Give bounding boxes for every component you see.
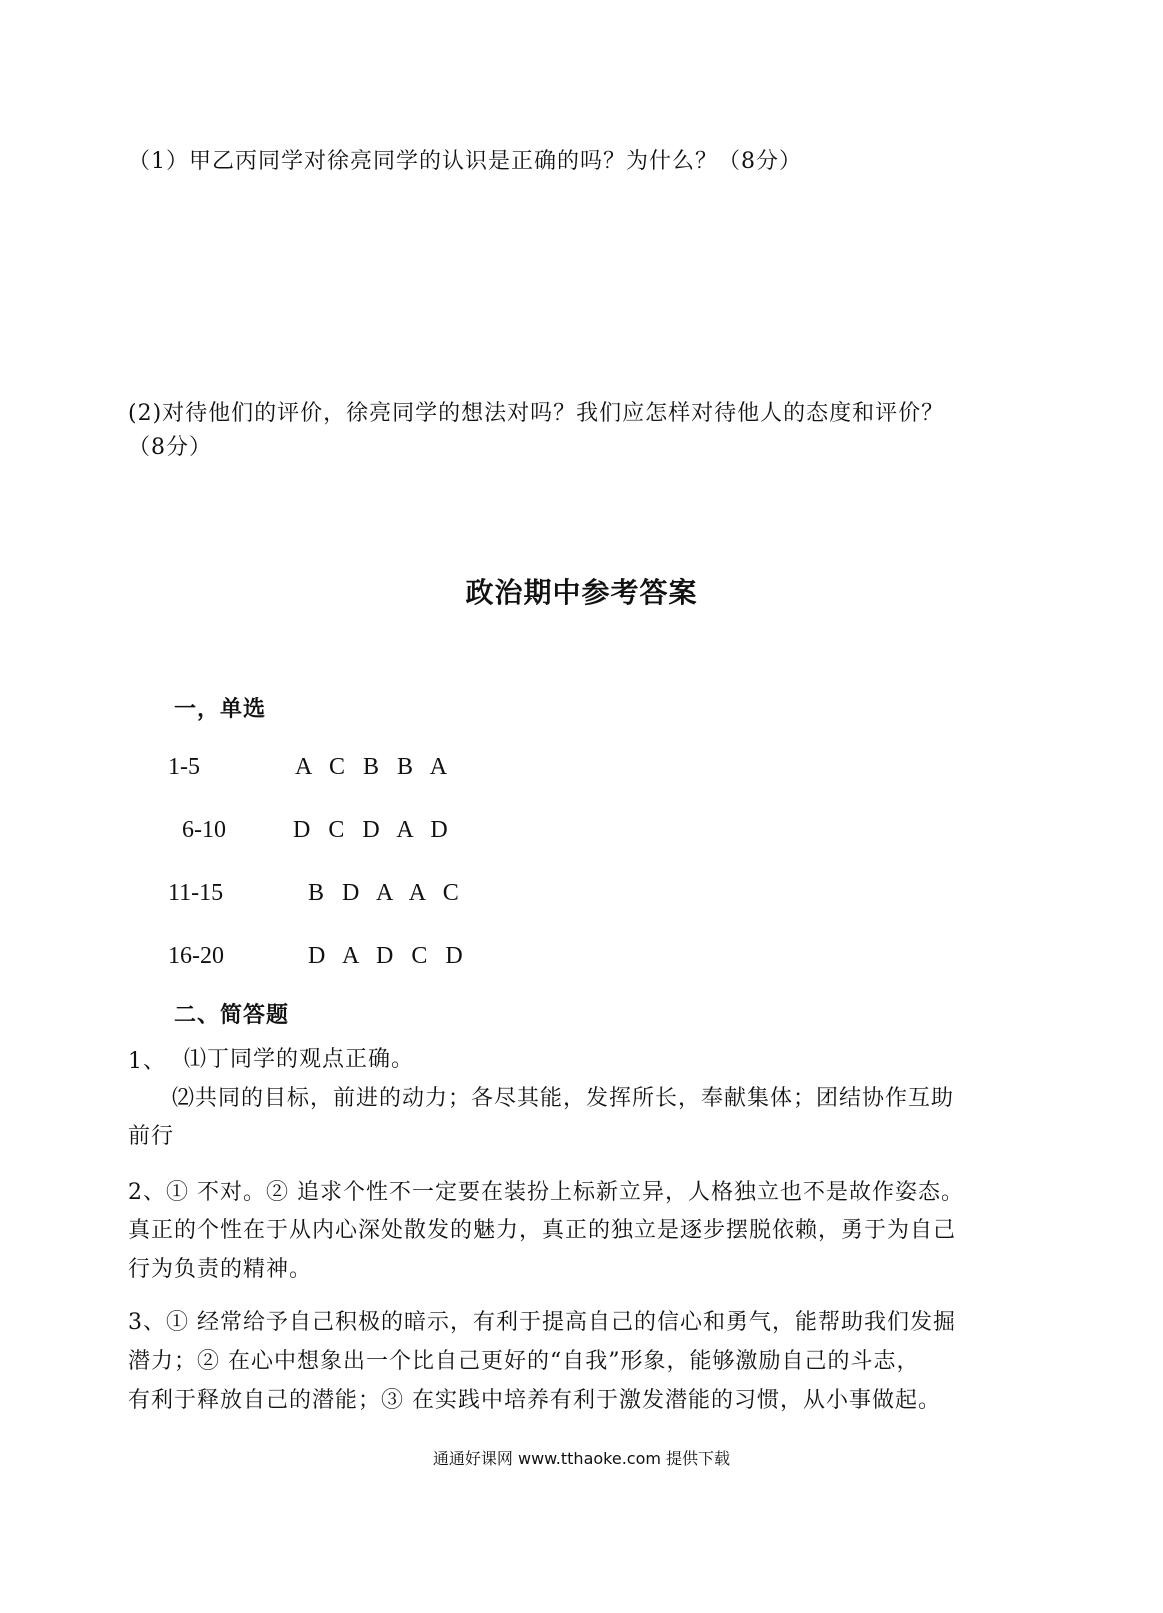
answer-row-2-range: 6-10 [182, 817, 226, 843]
answer-1-part-2-line-2: 前行 [128, 1124, 175, 1149]
footer-download-note: 通通好课网 www.tthaoke.com 提供下载 [432, 1449, 731, 1468]
question-2-line-1: (2)对待他们的评价，徐亮同学的想法对吗？我们应怎样对待他人的态度和评价？ [128, 401, 945, 426]
question-1: （1）甲乙丙同学对徐亮同学的认识是正确的吗？为什么？（8分） [128, 149, 802, 174]
answer-row-4-letters: D A D C D [308, 943, 469, 969]
answer-3-line-3: 有利于释放自己的潜能；③ 在实践中培养有利于激发潜能的习惯，从小事做起。 [128, 1388, 941, 1413]
answer-3-line-1: 3、① 经常给予自己积极的暗示，有利于提高自己的信心和勇气，能帮助我们发掘 [128, 1310, 956, 1335]
answer-2-line-2: 真正的个性在于从内心深处散发的魅力，真正的独立是逐步摆脱依赖，勇于为自己 [128, 1218, 957, 1243]
answer-row-4-range: 16-20 [168, 943, 224, 969]
section-2-heading: 二、简答题 [174, 1003, 290, 1028]
answer-1-prefix: 1、 [128, 1049, 166, 1074]
answer-1-part-2-line-1: ⑵共同的目标，前进的动力；各尽其能，发挥所长，奉献集体；团结协作互助 [172, 1086, 955, 1111]
answer-2-line-3: 行为负责的精神。 [128, 1257, 313, 1282]
answer-row-3-range: 11-15 [168, 880, 224, 906]
answer-row-2-letters: D C D A D [293, 817, 454, 843]
answer-3-line-2: 潜力；② 在心中想象出一个比自己更好的“自我”形象，能够激励自己的斗志， [128, 1349, 920, 1374]
answer-1-part-1: ⑴丁同学的观点正确。 [184, 1047, 415, 1072]
answer-2-line-1: 2、① 不对。② 追求个性不一定要在装扮上标新立异，人格独立也不是故作姿态。 [128, 1180, 964, 1205]
question-2-line-2: （8分） [128, 435, 212, 460]
section-1-heading: 一，单选 [174, 697, 267, 722]
answer-row-1-letters: A C B B A [295, 754, 454, 780]
answer-title: 政治期中参考答案 [465, 576, 698, 609]
answer-row-1-range: 1-5 [168, 754, 200, 780]
answer-row-3-letters: B D A A C [308, 880, 465, 906]
